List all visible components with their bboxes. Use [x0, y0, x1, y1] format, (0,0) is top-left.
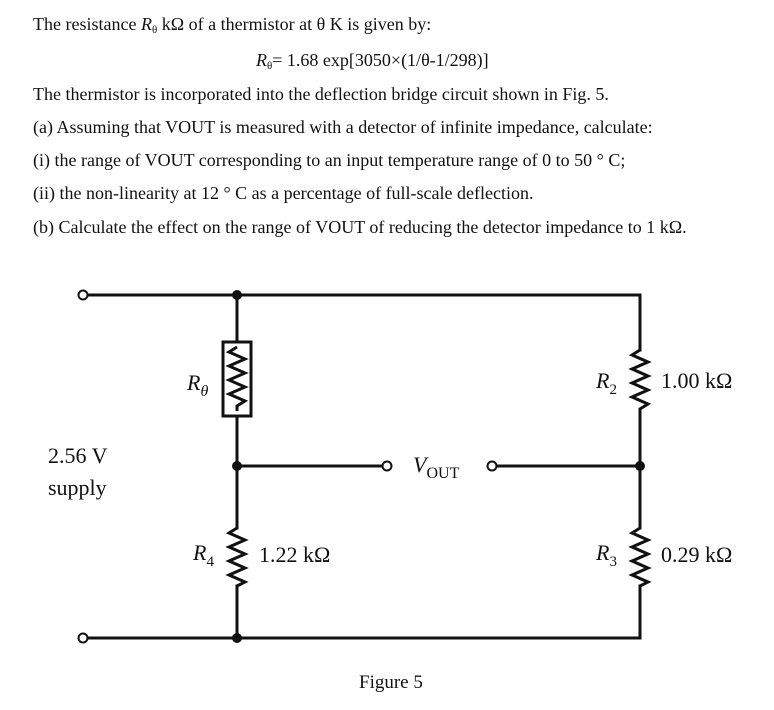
paragraph-part-a-i: (i) the range of VOUT corresponding to an input temperature range of 0 to 50 ° C; — [33, 150, 626, 170]
paragraph-part-b: (b) Calculate the effect on the range of VOUT of reducing the detector impedance to 1 kΩ. — [33, 217, 687, 237]
r4-label: $R_4$ — [193, 540, 214, 570]
intro-text: The resistance — [33, 14, 141, 34]
figure-caption: Figure 5 — [359, 672, 423, 693]
junction-dot — [232, 461, 242, 471]
junction-dot — [635, 461, 645, 471]
equation-subscript: θ — [267, 60, 273, 72]
r-theta-label: $R_\theta$ — [187, 370, 209, 400]
supply-voltage-label: 2.56 V — [48, 443, 108, 468]
r4-value: 1.22 kΩ — [259, 542, 331, 567]
vout-label: $V_{OUT}$ — [413, 452, 460, 482]
equation-body: = 1.68 exp[3050×(1/θ-1/298)] — [272, 50, 489, 70]
supply-label: supply — [48, 475, 107, 500]
junction-dot — [232, 633, 242, 643]
vout-left-terminal — [383, 462, 392, 471]
vout-right-terminal — [488, 462, 497, 471]
r3-value: 0.29 kΩ — [661, 542, 733, 567]
resistor-r4 — [229, 528, 245, 586]
thermistor-r-theta — [223, 342, 251, 416]
resistance-subscript: θ — [151, 24, 158, 36]
intro-text-end: kΩ of a thermistor at θ K is given by: — [157, 14, 432, 34]
paragraph-circuit: The thermistor is incorporated into the deflection bridge circuit shown in Fig. 5. — [33, 84, 609, 104]
supply-negative-terminal — [79, 634, 88, 643]
equation-symbol: R — [256, 50, 267, 70]
supply-positive-terminal — [79, 291, 88, 300]
resistor-r3 — [632, 528, 648, 586]
resistor-r2 — [632, 350, 648, 412]
r3-label: $R_3$ — [596, 540, 617, 570]
r2-value: 1.00 kΩ — [661, 368, 733, 393]
paragraph-part-a-ii: (ii) the non-linearity at 12 ° C as a percentage of full-scale deflection. — [33, 183, 534, 203]
resistance-symbol: R — [140, 14, 152, 34]
r2-label: $R_2$ — [596, 368, 617, 398]
paragraph-part-a: (a) Assuming that VOUT is measured with a detector of infinite impedance, calculate: — [33, 117, 653, 137]
junction-dot — [232, 290, 242, 300]
